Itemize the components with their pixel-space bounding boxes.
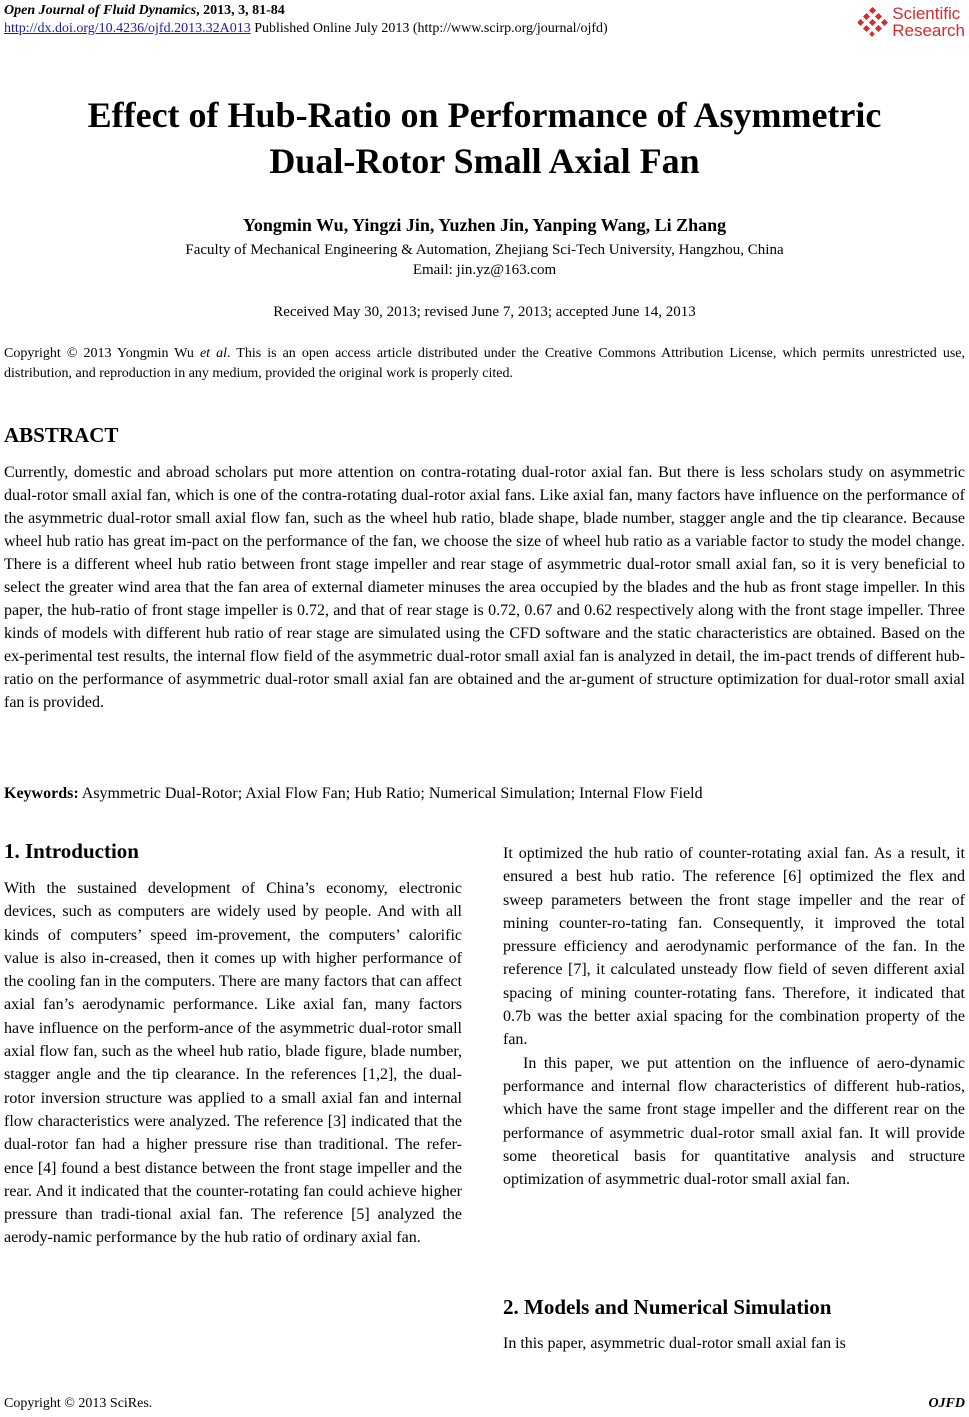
authors: Yongmin Wu, Yingzi Jin, Yuzhen Jin, Yanping Wang, Li Zhang	[242, 215, 727, 235]
paper-title	[0, 92, 969, 184]
section-2-text: In this paper, asymmetric dual-rotor small axial fan is	[503, 1335, 846, 1352]
footer-journal-abbr: OJFD	[928, 1396, 965, 1411]
keywords-list: Asymmetric Dual-Rotor; Axial Flow Fan; Hub Ratio; Numerical Simulation; Internal Flow Field	[78, 785, 703, 802]
section-1-left-column: With the sustained development of China’s economy, electronic devices, such as computers are widely used by people. And with all kinds of computers’ speed im-provement, the computers’ calorific value is also in-creased, then it comes up with higher performance of the cooling fan in the computers. There are many factors that can affect axial fan’s aerodynamic performance. Like axial fan, many factors have influence on the perform-ance of the asymmetric dual-rotor small axial flow fan, such as the wheel hub ratio, blade figure, blade number, stagger angle and the tip clearance. In the references [1,2], the dual-rotor inversion structure was applied to a small axial fan and internal flow characteristics were analyzed. The reference [3] indicated that the dual-rotor fan had a higher pressure rise than traditional. The refer-ence [4] found a best distance between the front stage impeller and the rear. And it indicated that the counter-rotating fan could achieve higher pressure than tradi-tional axial fan. The reference [5] analyzed the aerody-namic performance by the hub ratio of ordinary axial fan.	[4, 880, 462, 1247]
abstract-body: Currently, domestic and abroad scholars put more attention on contra-rotating dual-rotor axial fan. But there is less scholars study on asymmetric dual-rotor small axial fan, which is one of the contra-rotating dual-rotor axial fans. Like axial fan, many factors have influence on the performance of the asymmetric dual-rotor small axial flow fan, such as the wheel hub ratio, blade shape, blade number, stagger angle and the tip clearance. Because wheel hub ratio has great im-pact on the performance of the fan, we choose the size of wheel hub ratio as a variable factor to study the model change. There is a different wheel hub ratio between front stage impeller and rear stage of asymmetric dual-rotor small axial fan, so it is very beneficial to select the greater wind area that the fan area of external diameter minuses the area occupied by the blades and the hub as front stage impeller. In this paper, the hub-ratio of front stage impeller is 0.72, and that of rear stage is 0.72, 0.67 and 0.62 respectively along with the front stage impeller. Three kinds of models with different hub ratio of rear stage are simulated using the CFD software and the static characteristics are obtained. Based on the ex-perimental test results, the internal flow field of the asymmetric dual-rotor small axial fan is analyzed in detail, the im-pact trends of different hub-ratio on the performance of asymmetric dual-rotor small axial fan are obtained and the ar-gument of structure optimization for dual-rotor small axial fan is provided.	[4, 464, 965, 711]
doi-link[interactable]: http://dx.doi.org/10.4236/ojfd.2013.32A013	[4, 21, 251, 36]
title-line-1: Effect of Hub-Ratio on Performance of Asymmetric	[87, 95, 882, 135]
section-2-heading: 2. Models and Numerical Simulation	[503, 1295, 832, 1319]
journal-name: Open Journal of Fluid Dynamics	[4, 3, 197, 18]
email: Email: jin.yz@163.com	[412, 262, 557, 278]
copyright-text-b: . This is an open access article distributed under the Creative Commons Attribution License, which permits unrestricted use, distribution, and reproduction in any medium, provided the original work is properly cited.	[4, 346, 965, 381]
copyright-etal: et al	[199, 346, 227, 361]
section-1-heading: 1. Introduction	[4, 839, 139, 863]
logo-line-research: Research	[892, 21, 965, 40]
keywords	[4, 783, 965, 805]
affiliation: Faculty of Mechanical Engineering & Automation, Zhejiang Sci-Tech University, Hangzhou, China	[185, 242, 784, 258]
publisher-logo	[858, 2, 965, 42]
footer-copyright: Copyright © 2013 SciRes.	[4, 1396, 153, 1411]
abstract-heading: ABSTRACT	[4, 423, 119, 447]
journal-volume: , 2013, 3, 81-84	[196, 3, 285, 18]
logo-line-scientific: Scientific	[892, 4, 961, 23]
title-line-2: Dual-Rotor Small Axial Fan	[269, 141, 700, 181]
copyright-text-a: Copyright © 2013 Yongmin Wu	[4, 346, 200, 361]
section-1-right-p2: In this paper, we put attention on the influence of aero-dynamic performance and internal flow characteristics of different hub-ratios, which have the same front stage impeller and the different rear on the performance of asymmetric dual-rotor small axial fan. It will provide some theoretical basis for quantitative analysis and structure optimization of asymmetric dual-rotor small axial fan.	[503, 1054, 965, 1189]
copyright-notice	[4, 344, 965, 384]
scirp-diamond-icon	[858, 7, 888, 37]
page-footer	[4, 1395, 965, 1413]
keywords-label: Keywords:	[4, 785, 79, 802]
section-1-right-p1: It optimized the hub ratio of counter-rotating axial fan. As a result, it ensured a best hub ratio. The reference [6] optimized the flex and sweep parameters between the front stage impeller and the rear of mining counter-ro-tating fan. Consequently, it improved the total pressure efficiency and aerodynamic performance of the fan. In the reference [7], it calculated unsteady flow field of seven different axial spacing of mining counter-rotating fans. Therefore, it indicated that 0.7b was the better axial spacing for the combination property of the fan.	[503, 845, 965, 1049]
running-header	[4, 2, 608, 38]
published-line: Published Online July 2013 (http://www.scirp.org/journal/ojfd)	[250, 21, 608, 36]
section-1-right-column	[503, 842, 965, 1191]
received-dates: Received May 30, 2013; revised June 7, 2013; accepted June 14, 2013	[273, 304, 696, 320]
